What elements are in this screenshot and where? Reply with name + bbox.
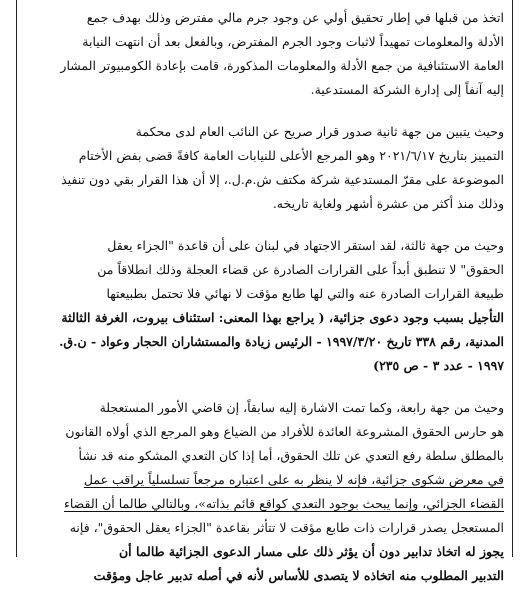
text-line: المدنية، رقم ٣٣٨ تاريخ ١٩٩٧/٣/٢٠ - الرئيس زيادة والمستشاران الحجار وعواد - ن.ق. xyxy=(59,334,504,349)
paragraph-2 xyxy=(24,120,504,216)
paragraph-1 xyxy=(24,6,504,102)
text-line: في معرض شكوى جزائية، فإنه لا ينظر به على اعتباره مرجعاً تسلسلياً يراقب عمل xyxy=(83,472,504,487)
text-line: إليه آنفاً إلى إدارة الشركة المستدعية. xyxy=(310,82,504,97)
document-body xyxy=(24,0,504,596)
text-line: الأدلة والمعلومات تمهيداً لاثبات وجود الجرم المفترض، وبالفعل بعد أن انتهت النيابة xyxy=(82,34,504,49)
text-line: بالمطلق سلطة رفع التعدي عن تلك الحقوق، أما إذا كان التعدي المشكو منه قد نشأ xyxy=(78,448,504,463)
text-line: المستعجل يصدر قرارات ذات طابع مؤقت لا تتأثر بقاعدة "الجزاء يعقل الحقوق"، فإنه xyxy=(69,520,504,535)
text-line: القضاء الجزائي، وإنما يبحث بوجود التعدي كواقع قائم بذاته»، وبالتالي طالما أن القضاء xyxy=(64,496,504,511)
text-line: وحيث من جهة ثالثة، لقد استقر الاجتهاد في لبنان على أن قاعدة "الجزاء يعقل xyxy=(107,238,504,253)
text-line: طبيعة القرارات الصادرة عنه والتي لها طابع مؤقت لا نهائي فلا تحتمل بطبيعتها xyxy=(106,286,504,301)
text-line: وحيث يتبين من جهة ثانية صدور قرار صريح عن النائب العام لدى محكمة xyxy=(135,124,504,139)
text-line: العامة الاستئنافية من جمع الأدلة والمعلومات المذكورة، قامت بإعادة الكومبيوتر المشار xyxy=(60,58,504,73)
text-line: يجوز له اتخاذ تدابير دون أن يؤثر ذلك على مسار الدعوى الجزائية طالما أن xyxy=(118,544,504,559)
text-line: التدبير المطلوب منه اتخاذه لا يتصدى للأساس لأنه في أصله تدبير عاجل ومؤقت xyxy=(93,568,504,583)
text-line: اتخذ من قبلها في إطار تحقيق أولي عن وجود جرم مالي مفترض وذلك بهدف جمع xyxy=(86,10,504,25)
text-line: التمييز بتاريخ ٢٠٢١/٦/١٧ وهو المرجع الأعلى للنيابات العامة كافةً قضى بفض الأختام xyxy=(78,148,504,163)
text-line: الحقوق" لا تنطبق أبداً على القرارات الصادرة عن قضاء العجلة وذلك انطلاقاً من xyxy=(97,262,504,277)
text-line: التأجيل بسبب وجود دعوى جزائية، ( يراجع بهذا المعنى: استئناف بيروت، الغرفة الثالثة xyxy=(61,310,504,325)
text-line: وذلك منذ أكثر من عشرة أشهر ولغاية تاريخه. xyxy=(272,196,504,211)
paragraph-4 xyxy=(24,396,504,588)
text-line: وحيث من جهة رابعة، وكما تمت الاشارة إليه سابقاً، إن قاضي الأمور المستعجلة xyxy=(99,400,504,415)
page-border-right xyxy=(512,0,513,557)
text-line: هو حارس الحقوق المشروعة العائدة للأفراد من الضياع وهو المرجع الذي أولاه القانون xyxy=(65,424,504,439)
text-line: ١٩٩٧ - عدد ٣ - ص ٢٣٥) xyxy=(373,358,504,373)
text-line: الموضوعة على مقرّ المستدعية شركة مكتف ش.م.ل.، إلا أن هذا القرار بقي دون تنفيذ xyxy=(61,172,504,187)
page-border-left xyxy=(16,0,17,557)
paragraph-3 xyxy=(24,234,504,378)
